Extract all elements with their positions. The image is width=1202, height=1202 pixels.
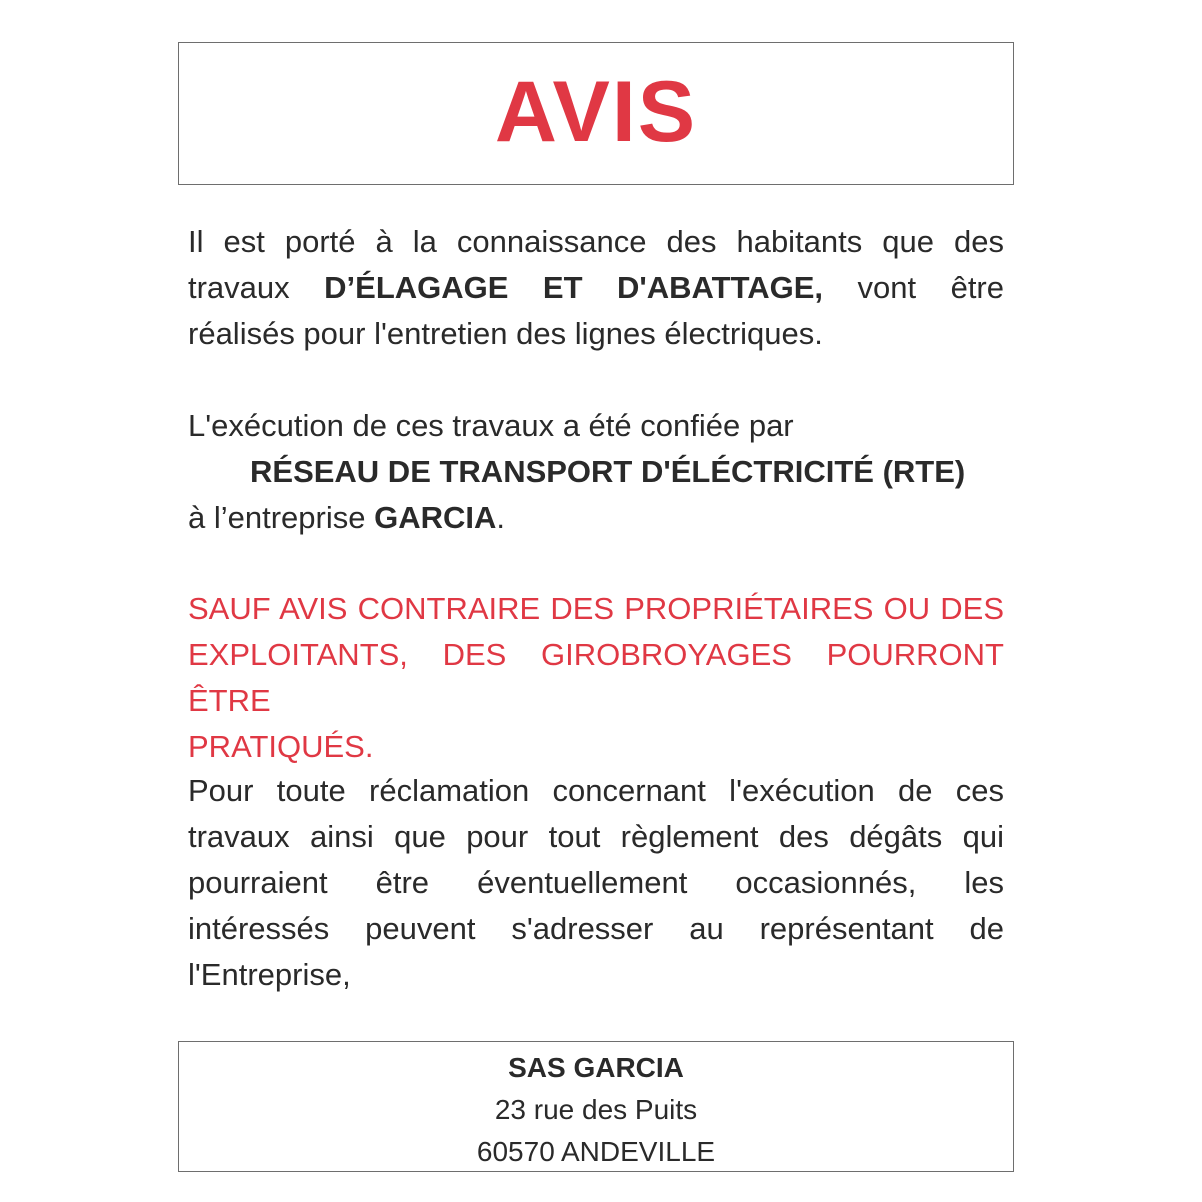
announcement-line-3: réalisés pour l'entretien des lignes électriques. [188, 316, 823, 351]
announcement-line-2 [188, 265, 1004, 311]
warning-line-2: EXPLOITANTS, DES GIROBROYAGES POURRONT ÊTRE [188, 637, 1004, 718]
execution-line-3 [188, 495, 1004, 541]
paragraph-announcement [188, 219, 1004, 357]
rte-name: RÉSEAU DE TRANSPORT D'ÉLÉCTRICITÉ (RTE) [250, 454, 966, 489]
claims-line-2: travaux ainsi que pour tout règlement des dégâts qui [188, 819, 1004, 854]
works-type: D’ÉLAGAGE ET D'ABATTAGE, [324, 270, 824, 305]
announcement-line-2-pre: travaux [188, 270, 325, 305]
paragraph-warning [188, 586, 1004, 770]
execution-line-3-pre: à l’entreprise [188, 500, 375, 535]
address-city: 60570 ANDEVILLE [476, 1136, 716, 1167]
title-box [178, 42, 1014, 185]
claims-line-4: intéressés peuvent s'adresser au représentant de [188, 911, 1004, 946]
address-street: 23 rue des Puits [494, 1094, 698, 1125]
execution-line-3-post: . [496, 500, 505, 535]
page-title: AVIS [494, 63, 698, 160]
execution-line-1: L'exécution de ces travaux a été confiée par [188, 408, 794, 443]
announcement-line-1: Il est porté à la connaissance des habitants que des [188, 224, 1004, 259]
claims-line-3: pourraient être éventuellement occasionnés, les [188, 865, 1004, 900]
announcement-line-2-post: vont être [823, 270, 1004, 305]
address-box [178, 1041, 1014, 1172]
paragraph-claims [188, 768, 1004, 998]
warning-line-3: PRATIQUÉS. [188, 729, 374, 764]
claims-line-5: l'Entreprise, [188, 957, 351, 992]
paragraph-execution [188, 403, 1004, 541]
address-company: SAS GARCIA [508, 1052, 684, 1083]
claims-line-1: Pour toute réclamation concernant l'exécution de ces [188, 773, 1004, 808]
company-name-inline: GARCIA [374, 500, 497, 535]
warning-line-1: SAUF AVIS CONTRAIRE DES PROPRIÉTAIRES OU DES [188, 591, 1004, 626]
